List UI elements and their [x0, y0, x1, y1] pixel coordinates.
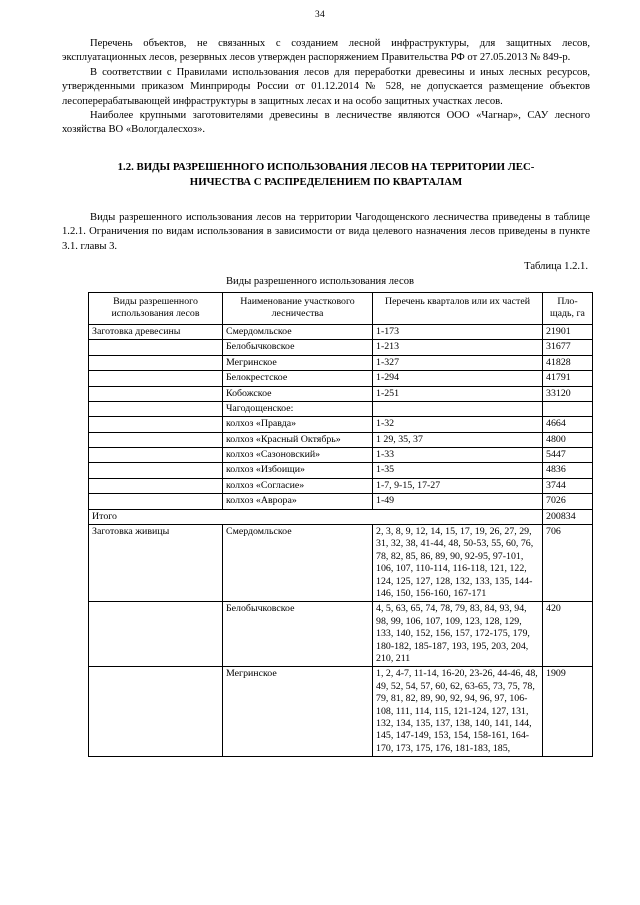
- cell-quarters: 1 29, 35, 37: [373, 432, 543, 447]
- cell-quarters: 1-327: [373, 355, 543, 370]
- column-header-quarters: Перечень кварталов или их частей: [373, 293, 543, 325]
- cell-use-type: Заготовка древесины: [89, 324, 223, 339]
- column-header-area: Пло-щадь, га: [543, 293, 593, 325]
- cell-quarters: 1-173: [373, 324, 543, 339]
- cell-quarters: 2, 3, 8, 9, 12, 14, 15, 17, 19, 26, 27, 29, 31, 32, 38, 41-44, 48, 50-53, 55, 60, 76, 78, 82, 85, 86, 89, 90, 92-95, 97-101, 106, 107, 110-114, 116-118, 121, 122, 124, 125, 127, 128, 132, 133, 135, 144-146, 150, 156-160, 167-171: [373, 524, 543, 601]
- cell-area: 3744: [543, 478, 593, 493]
- cell-forestry: колхоз «Сазоновский»: [223, 448, 373, 463]
- cell-use-type: [89, 448, 223, 463]
- cell-forestry: Смердомльское: [223, 324, 373, 339]
- cell-forestry: колхоз «Аврора»: [223, 494, 373, 509]
- cell-use-type: [89, 667, 223, 757]
- section-heading-line-2: НИЧЕСТВА С РАСПРЕДЕЛЕНИЕМ ПО КВАРТАЛАМ: [189, 176, 463, 189]
- paragraph-after-heading: Виды разрешенного использования лесов на территории Чагодощенского лесничества приведены в таблице 1.2.1. Ограничения по видам использования в зависимости от вида целевого назначения лесов приведены в пункте 3.1. главы 3.: [62, 211, 590, 252]
- cell-area: 41791: [543, 371, 593, 386]
- table-row: [89, 371, 593, 386]
- cell-quarters: [373, 401, 543, 416]
- cell-forestry: Смердомльское: [223, 524, 373, 601]
- table-row: [89, 494, 593, 509]
- cell-quarters: 1-213: [373, 340, 543, 355]
- cell-forestry: колхоз «Красный Октябрь»: [223, 432, 373, 447]
- table-title: Виды разрешенного использования лесов: [225, 276, 414, 288]
- cell-area: 41828: [543, 355, 593, 370]
- table-row: [89, 401, 593, 416]
- column-header-forestry: Наименование участкового лесничества: [223, 293, 373, 325]
- paragraph-1: Перечень объектов, не связанных с созданием лесной инфраструктуры, для защитных лесов, эксплуатационных лесов, резервных лесов утвержден распоряжением Правительства РФ от 27.05.2013 № 849-р.: [62, 38, 590, 64]
- cell-use-type: [89, 340, 223, 355]
- cell-quarters: 1-35: [373, 463, 543, 478]
- cell-use-type: [89, 494, 223, 509]
- cell-use-type: [89, 386, 223, 401]
- cell-forestry: колхоз «Избоищи»: [223, 463, 373, 478]
- column-header-use-type: Виды разрешенного использования лесов: [89, 293, 223, 325]
- section-heading-line-1: 1.2. ВИДЫ РАЗРЕШЕННОГО ИСПОЛЬЗОВАНИЯ ЛЕСОВ НА ТЕРРИТОРИИ ЛЕС-: [117, 160, 535, 173]
- cell-quarters: 1-32: [373, 417, 543, 432]
- cell-area: 33120: [543, 386, 593, 401]
- table-header-row: [89, 293, 593, 325]
- cell-area: [543, 401, 593, 416]
- cell-forestry: колхоз «Согласие»: [223, 478, 373, 493]
- paragraph-3: Наиболее крупными заготовителями древесины в лесничестве являются ООО «Чагнар», САУ лесного хозяйства ВО «Вологдалесхоз».: [62, 110, 590, 136]
- table-row: [89, 386, 593, 401]
- cell-quarters: 4, 5, 63, 65, 74, 78, 79, 83, 84, 93, 94, 98, 99, 106, 107, 109, 123, 128, 129, 133, 140, 152, 156, 157, 172-175, 179, 180-182, 185-187, 193, 195, 203, 204, 210, 211: [373, 602, 543, 667]
- cell-quarters: 1-49: [373, 494, 543, 509]
- cell-quarters: 1-294: [373, 371, 543, 386]
- cell-quarters: 1-33: [373, 448, 543, 463]
- cell-forestry: Белобычковское: [223, 602, 373, 667]
- table-row: [89, 478, 593, 493]
- cell-area: 7026: [543, 494, 593, 509]
- cell-use-type: [89, 355, 223, 370]
- cell-use-type: [89, 463, 223, 478]
- cell-area: 1909: [543, 667, 593, 757]
- cell-use-type: [89, 478, 223, 493]
- table-row: [89, 355, 593, 370]
- table-row: [89, 417, 593, 432]
- cell-forestry: Мегринское: [223, 667, 373, 757]
- cell-total-value: 200834: [543, 509, 593, 524]
- page-number: 34: [315, 10, 325, 20]
- table-row: [89, 432, 593, 447]
- cell-area: 4800: [543, 432, 593, 447]
- table-number-caption: Таблица 1.2.1.: [524, 261, 588, 273]
- cell-use-type: [89, 432, 223, 447]
- cell-forestry: Белокрестское: [223, 371, 373, 386]
- cell-forestry: Чагодощенское:: [223, 401, 373, 416]
- table-row: [89, 524, 593, 601]
- table-body: [89, 324, 593, 756]
- table-row: [89, 340, 593, 355]
- cell-quarters: 1-7, 9-15, 17-27: [373, 478, 543, 493]
- cell-quarters: 1, 2, 4-7, 11-14, 16-20, 23-26, 44-46, 48, 49, 52, 54, 57, 60, 62, 63-65, 73, 75, 78, 79, 81, 82, 89, 90, 92, 94, 96, 97, 106-108, 111, 114, 115, 121-124, 127, 131, 132, 134, 135, 137, 138, 140, 141, 144, 145, 147-149, 153, 154, 158-161, 164-170, 173, 175, 176, 181-183, 185,: [373, 667, 543, 757]
- table-container: [0, 292, 640, 757]
- cell-quarters: 1-251: [373, 386, 543, 401]
- cell-use-type: Заготовка живицы: [89, 524, 223, 601]
- cell-forestry: Кобожское: [223, 386, 373, 401]
- cell-area: 4664: [543, 417, 593, 432]
- cell-area: 21901: [543, 324, 593, 339]
- table-row: [89, 463, 593, 478]
- table-row: [89, 448, 593, 463]
- cell-use-type: [89, 602, 223, 667]
- document-body: [0, 37, 640, 274]
- table-row: [89, 602, 593, 667]
- cell-use-type: [89, 371, 223, 386]
- cell-forestry: Мегринское: [223, 355, 373, 370]
- cell-area: 706: [543, 524, 593, 601]
- cell-forestry: Белобычковское: [223, 340, 373, 355]
- cell-total-label: Итого: [89, 509, 543, 524]
- table-total-row: [89, 509, 593, 524]
- table-header: [89, 293, 593, 325]
- cell-use-type: [89, 401, 223, 416]
- cell-area: 31677: [543, 340, 593, 355]
- table-row: [89, 324, 593, 339]
- paragraph-2: В соответствии с Правилами использования лесов для переработки древесины и иных лесных ресурсов, утвержденными приказом Минприроды России от 01.12.2014 № 528, не допускается размещение объектов лесоперерабатывающей инфраструктуры в защитных лесах и на особо защитных участках лесов.: [62, 66, 590, 107]
- cell-forestry: колхоз «Правда»: [223, 417, 373, 432]
- cell-use-type: [89, 417, 223, 432]
- permitted-forest-use-table: [88, 292, 593, 757]
- cell-area: 420: [543, 602, 593, 667]
- table-row: [89, 667, 593, 757]
- cell-area: 4836: [543, 463, 593, 478]
- section-heading: [62, 160, 590, 191]
- cell-area: 5447: [543, 448, 593, 463]
